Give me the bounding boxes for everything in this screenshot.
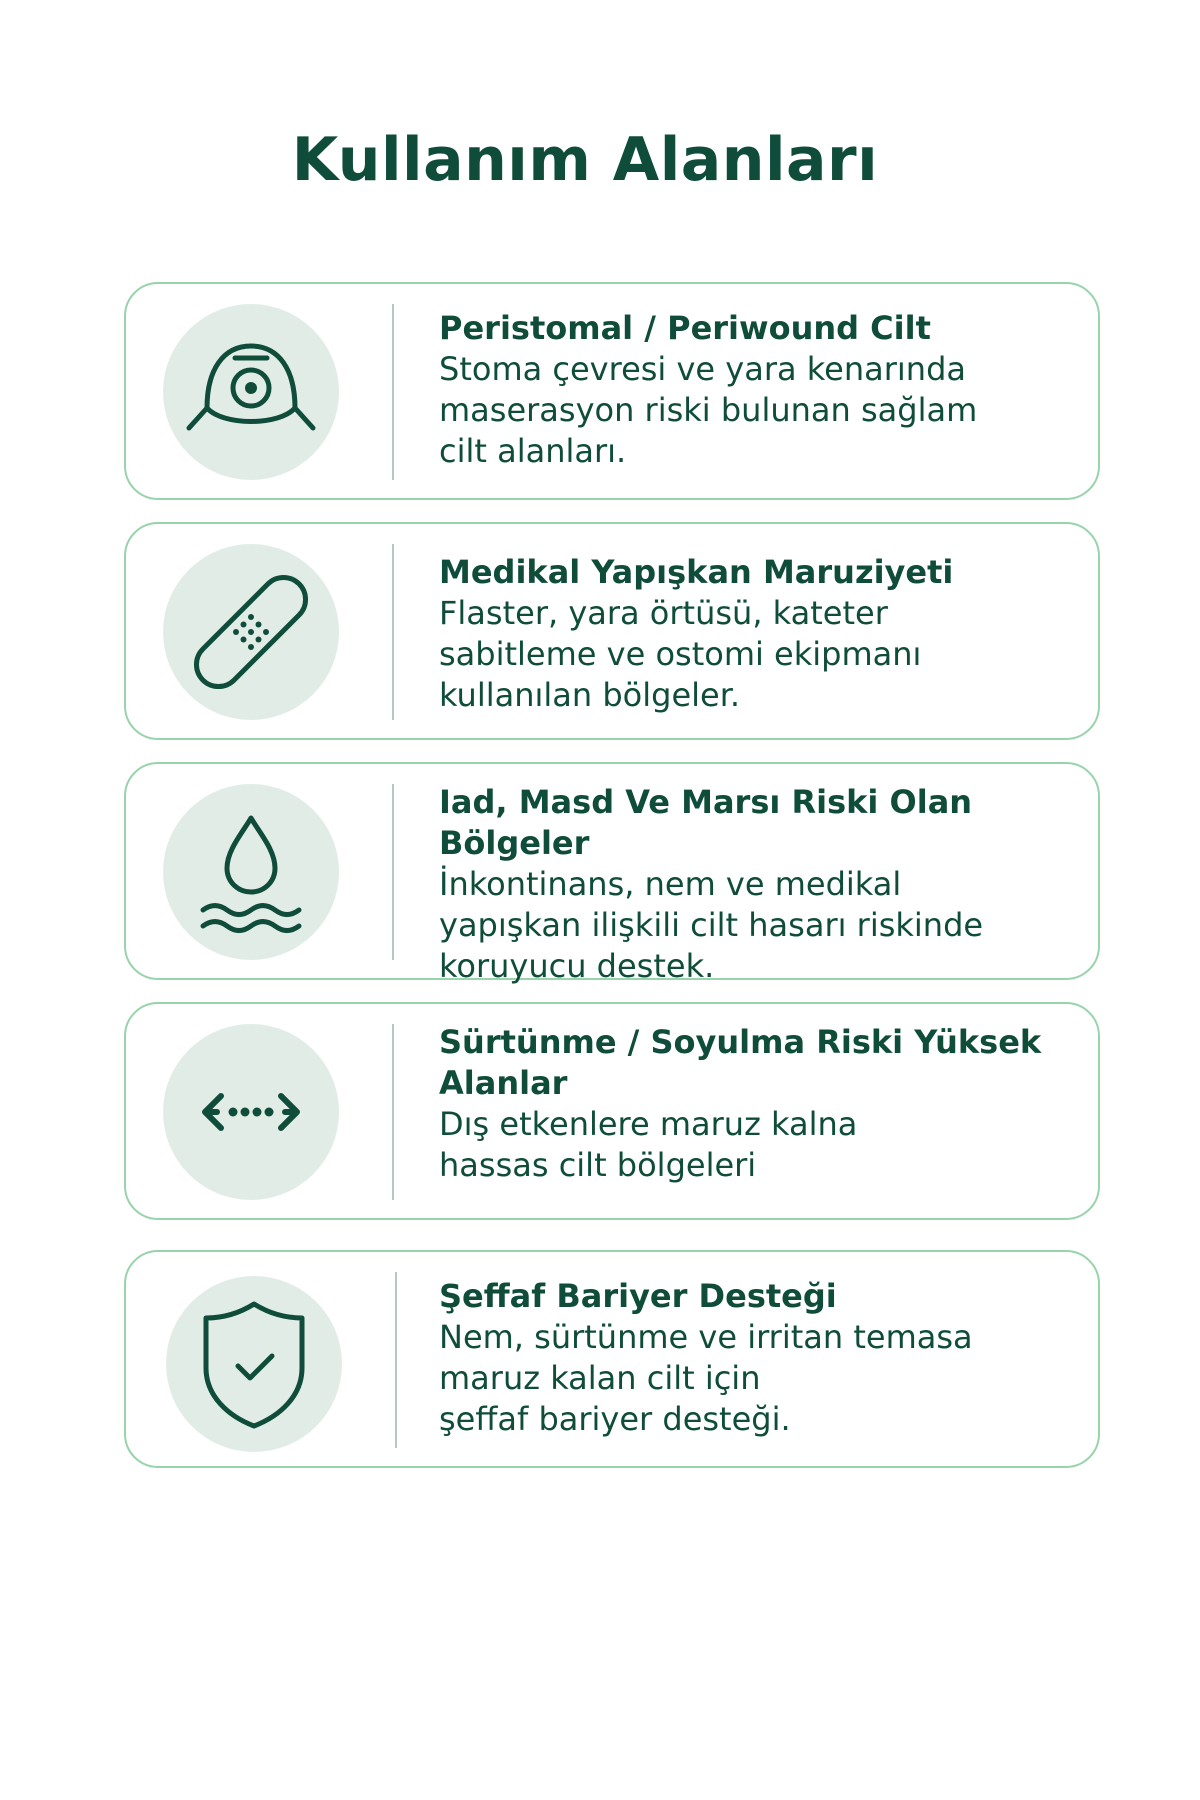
shield-check-icon: [166, 1276, 342, 1452]
stoma-icon: [163, 304, 339, 480]
card-title: Şeffaf Bariyer Desteği: [439, 1277, 837, 1315]
card-title: Medikal Yapışkan Maruziyeti: [439, 553, 954, 591]
card-divider: [392, 304, 394, 480]
usage-card-iad-masd: [124, 762, 1100, 985]
usage-card-peristomal: [124, 282, 1100, 500]
bandage-icon: [163, 544, 339, 720]
card-divider: [392, 784, 394, 960]
card-description: Dış etkenlere maruz kalna hassas cilt bölgeleri: [439, 1105, 858, 1184]
card-divider: [392, 1024, 394, 1200]
card-title: Iad, Masd Ve Marsı Riski Olan Bölgeler: [439, 783, 973, 862]
card-divider: [392, 544, 394, 720]
card-description: İnkontinans, nem ve medikal yapışkan ilişkili cilt hasarı riskinde koruyucu destek.: [439, 865, 984, 985]
card-title: Sürtünme / Soyulma Riski Yüksek Alanlar: [439, 1023, 1042, 1102]
card-divider: [395, 1272, 397, 1448]
usage-card-medical-adhesive: [124, 522, 1100, 740]
card-description: Nem, sürtünme ve irritan temasa maruz kalan cilt için şeffaf bariyer desteği.: [439, 1318, 973, 1438]
usage-card-transparent-barrier: [124, 1250, 1100, 1468]
card-title: Peristomal / Periwound Cilt: [439, 309, 931, 347]
water-drop-icon: [163, 784, 339, 960]
double-arrow-icon: [163, 1024, 339, 1200]
usage-card-friction: [124, 1002, 1100, 1220]
card-description: Flaster, yara örtüsü, kateter sabitleme ve ostomi ekipmanı kullanılan bölgeler.: [439, 594, 922, 714]
card-description: Stoma çevresi ve yara kenarında maserasyon riski bulunan sağlam cilt alanları.: [439, 350, 978, 470]
page-title: Kullanım Alanları: [291, 125, 879, 195]
